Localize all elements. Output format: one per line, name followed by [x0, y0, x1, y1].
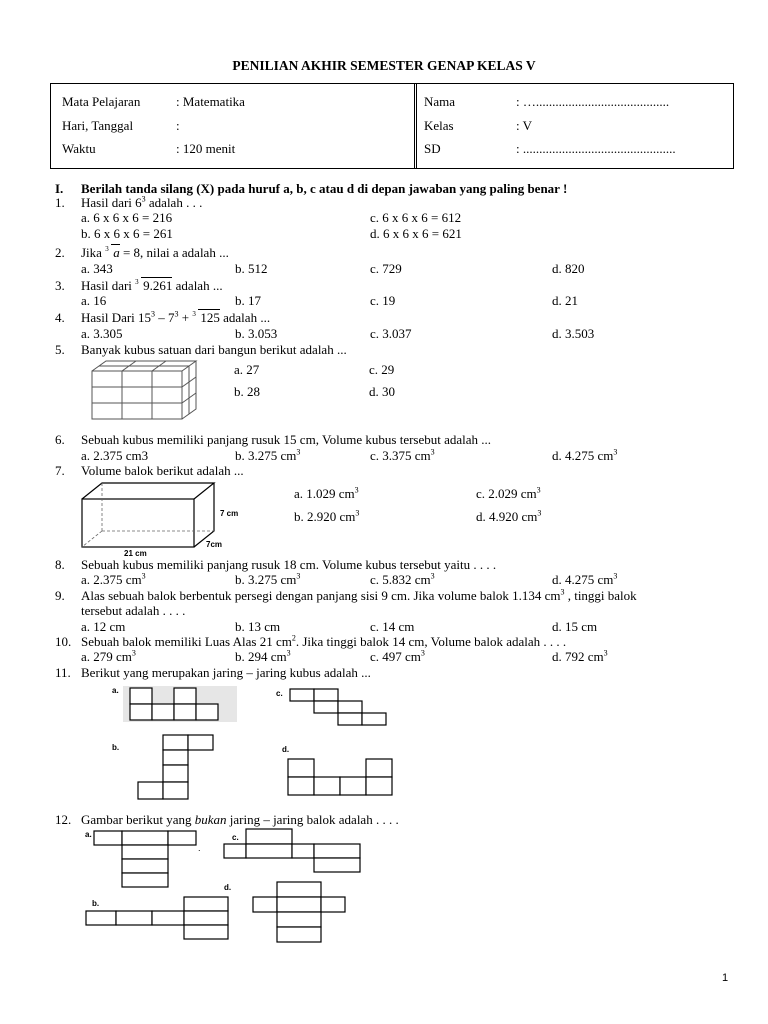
cuboid-height-label: 7 cm: [220, 509, 239, 518]
q8-option-a[interactable]: a. 2.375 $cm^3$: [81, 571, 146, 587]
q12-label-d: d.: [224, 883, 232, 892]
value-date[interactable]: :: [176, 118, 180, 133]
q1-number: 1.: [55, 195, 65, 210]
q2-option-d[interactable]: d. 820: [552, 261, 585, 276]
q6-option-c[interactable]: c. 3.375 $cm^3$: [370, 447, 435, 463]
q11-label-d: d.: [282, 745, 290, 754]
q5-text: Banyak kubus satuan dari bangun berikut adalah ...: [81, 342, 347, 357]
q7-option-d[interactable]: d. 4.920 $cm^3$: [476, 508, 542, 524]
q2-number: 2.: [55, 245, 65, 260]
value-name[interactable]: : ….........................................: [516, 94, 670, 109]
q11-net-c[interactable]: [288, 688, 388, 728]
q10-option-b[interactable]: b. 294 $cm^3$: [235, 648, 291, 664]
q5-option-a[interactable]: a. 27: [234, 362, 260, 377]
label-class: Kelas: [424, 118, 454, 133]
cuboid-width-label: 7cm: [206, 540, 223, 549]
q9-option-a[interactable]: a. 12 cm: [81, 619, 126, 634]
label-school: SD: [424, 141, 441, 156]
q5-number: 5.: [55, 342, 65, 357]
cuboid-figure: [80, 481, 223, 551]
section-instruction: Berilah tanda silang (X) pada huruf a, b, c atau d di depan jawaban yang paling benar !: [81, 181, 568, 196]
q7-option-b[interactable]: b. 2.920 $cm^3$: [294, 508, 360, 524]
q10-option-c[interactable]: c. 497 $cm^3$: [370, 648, 425, 664]
q11-label-c: c.: [276, 689, 283, 698]
q7-option-c[interactable]: c. 2.029 $cm^3$: [476, 485, 541, 501]
cuboid-length-label: 21 cm: [124, 549, 147, 558]
q3-text: Hasil dari 3 9.261 adalah ...: [81, 278, 223, 293]
label-name: Nama: [424, 94, 456, 109]
q12-net-d[interactable]: [251, 880, 361, 944]
q5-option-b[interactable]: b. 28: [234, 384, 260, 399]
page-title: PENILIAN AKHIR SEMESTER GENAP KELAS V: [232, 58, 536, 73]
q11-label-a: a.: [112, 686, 119, 695]
q11-text: Berikut yang merupakan jaring – jaring kubus adalah ...: [81, 665, 371, 680]
q6-option-d[interactable]: d. 4.275 $cm^3$: [552, 447, 618, 463]
q6-number: 6.: [55, 432, 65, 447]
q7-text: Volume balok berikut adalah ...: [81, 463, 244, 478]
q4-number: 4.: [55, 310, 65, 325]
q12-label-c: c.: [232, 833, 239, 842]
q1-option-a[interactable]: a. 6 x 6 x 6 = 216: [81, 210, 173, 225]
label-date: Hari, Tanggal: [62, 118, 134, 133]
q10-number: 10.: [55, 634, 72, 649]
value-class: : V: [516, 118, 533, 133]
label-time: Waktu: [62, 141, 96, 156]
q4-option-b[interactable]: b. 3.053: [235, 326, 278, 341]
q7-option-a[interactable]: a. 1.029 $cm^3$: [294, 485, 359, 501]
q2-option-c[interactable]: c. 729: [370, 261, 402, 276]
q4-text: Hasil Dari $15^3 - 7^3$ + 3 125 adalah ...: [81, 309, 271, 325]
q8-text: Sebuah kubus memiliki panjang rusuk 18 cm. Volume kubus tersebut yaitu . . . .: [81, 557, 497, 572]
header-divider: [414, 84, 417, 168]
q9-text: Alas sebuah balok berbentuk persegi dengan panjang sisi 9 cm. Jika volume balok 1.134 $cm^3$ , tinggi balok: [81, 587, 637, 603]
q8-option-b[interactable]: b. 3.275 $cm^3$: [235, 571, 301, 587]
q2-option-a[interactable]: a. 343: [81, 261, 113, 276]
q1-option-d[interactable]: d. 6 x 6 x 6 = 621: [370, 226, 462, 241]
q3-number: 3.: [55, 278, 65, 293]
q9-option-b[interactable]: b. 13 cm: [235, 619, 281, 634]
q12-net-c[interactable]: [222, 827, 362, 873]
q3-option-a[interactable]: a. 16: [81, 293, 107, 308]
q8-option-c[interactable]: c. 5.832 $cm^3$: [370, 571, 435, 587]
q9-text-line2: tersebut adalah . . . .: [81, 603, 186, 618]
q11-net-d[interactable]: [287, 757, 393, 797]
q8-option-d[interactable]: d. 4.275 $cm^3$: [552, 571, 618, 587]
q12-net-b[interactable]: [84, 895, 232, 943]
q1-option-b[interactable]: b. 6 x 6 x 6 = 261: [81, 226, 173, 241]
q12-text: Gambar berikut yang bukan jaring – jaring balok adalah . . . .: [81, 812, 399, 827]
q2-option-b[interactable]: b. 512: [235, 261, 268, 276]
value-school[interactable]: : ...............................................: [516, 141, 676, 156]
q6-text: Sebuah kubus memiliki panjang rusuk 15 cm, Volume kubus tersebut adalah ...: [81, 432, 492, 447]
q5-option-d[interactable]: d. 30: [369, 384, 395, 399]
q10-option-d[interactable]: d. 792 $cm^3$: [552, 648, 608, 664]
q12-number: 12.: [55, 812, 72, 827]
q11-label-b: b.: [112, 743, 120, 752]
q1-option-c[interactable]: c. 6 x 6 x 6 = 612: [370, 210, 462, 225]
q10-option-a[interactable]: a. 279 $cm^3$: [81, 648, 136, 664]
page-number: 1: [722, 972, 729, 984]
value-time: : 120 menit: [176, 141, 236, 156]
q7-number: 7.: [55, 463, 65, 478]
q12-label-b: b.: [92, 899, 100, 908]
q4-option-c[interactable]: c. 3.037: [370, 326, 412, 341]
value-subject: : Matematika: [176, 94, 245, 109]
q3-option-b[interactable]: b. 17: [235, 293, 261, 308]
q2-text: Jika 3 a = 8, nilai a adalah ...: [81, 245, 229, 260]
q5-option-c[interactable]: c. 29: [369, 362, 395, 377]
q10-text: Sebuah balok memiliki Luas Alas 21 $cm^2$. Jika tinggi balok 14 cm, Volume balok adalah . . . .: [81, 633, 567, 649]
q11-number: 11.: [55, 665, 71, 680]
q9-option-c[interactable]: c. 14 cm: [370, 619, 415, 634]
q1-text: Hasil dari $6^3$ adalah . . .: [81, 194, 203, 210]
q11-net-a[interactable]: [123, 686, 237, 722]
q6-option-b[interactable]: b. 3.275 $cm^3$: [235, 447, 301, 463]
q3-option-c[interactable]: c. 19: [370, 293, 396, 308]
section-number: I.: [55, 181, 64, 196]
q4-option-d[interactable]: d. 3.503: [552, 326, 595, 341]
q9-number: 9.: [55, 588, 65, 603]
q12-net-a[interactable]: [92, 829, 204, 891]
svg-text:.: .: [198, 843, 201, 853]
label-subject: Mata Pelajaran: [62, 94, 141, 109]
q11-net-b[interactable]: [136, 733, 216, 801]
q6-option-a[interactable]: a. 2.375 cm3: [81, 448, 149, 463]
q3-option-d[interactable]: d. 21: [552, 293, 578, 308]
q9-option-d[interactable]: d. 15 cm: [552, 619, 598, 634]
unit-cube-figure: [90, 359, 200, 421]
q4-option-a[interactable]: a. 3.305: [81, 326, 123, 341]
q12-label-a: a.: [85, 830, 92, 839]
q8-number: 8.: [55, 557, 65, 572]
